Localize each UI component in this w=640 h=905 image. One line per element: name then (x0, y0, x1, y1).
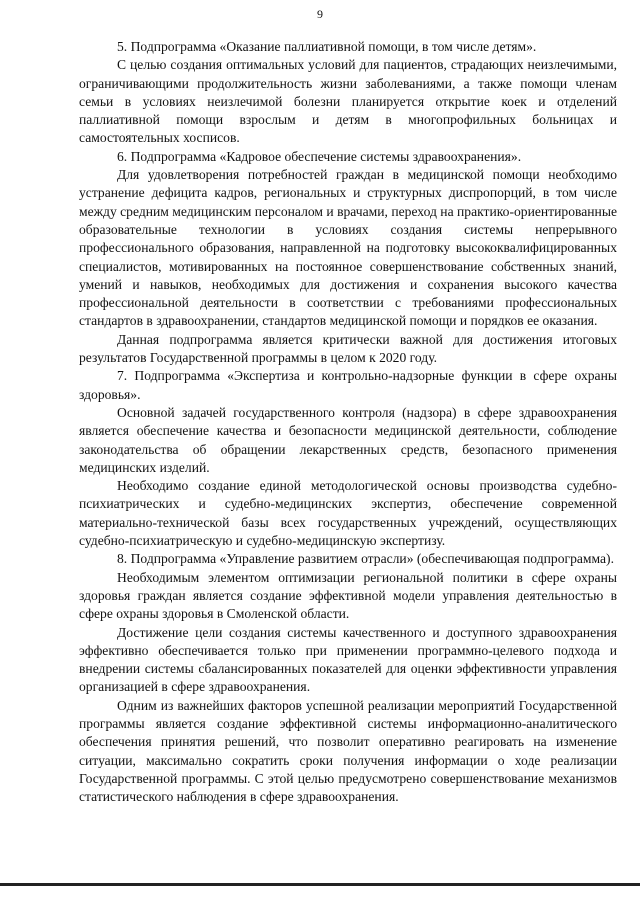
body-paragraph: Данная подпрограмма является критически важной для достижения итоговых результатов Государственной программы в целом к 2020 году. (79, 331, 617, 366)
body-paragraph: Основной задачей государственного контроля (надзора) в сфере здравоохранения является обеспечение качества и безопасности медицинской деятельности, соблюдение законодательства об обращении лекарственных средств, безопасного применения медицинских изделий. (79, 404, 617, 475)
bottom-rule (0, 883, 640, 886)
body-paragraph: Достижение цели создания системы качественного и доступного здравоохранения эффективно обеспечивается только при применении программно-целевого подхода и внедрении системы сбалансированных показателей для оценки эффективности управления организацией в сфере здравоохранения. (79, 624, 617, 695)
page-number: 9 (317, 7, 323, 21)
body-paragraph: Для удовлетворения потребностей граждан в медицинской помощи необходимо устранение дефицита кадров, региональных и структурных диспропорций, в том числе между средним медицинским персоналом и врачами, переход на практико-ориентированные образовательные технологии в условиях создания системы непрерывного профессионального образования, направленной на подготовку высококвалифицированных специалистов, мотивированных на постоянное совершенствование собственных знаний, умений и навыков, необходимых для достижения и сохранения высокого качества профессиональной деятельности в соответствии с требованиями профессиональных стандартов в здравоохранении, стандартов медицинской помощи и порядков ее оказания. (79, 167, 617, 329)
body-paragraph: Необходимым элементом оптимизации региональной политики в сфере охраны здоровья граждан является создание эффективной модели управления деятельностью в сфере охраны здоровья в Смоленской области. (79, 569, 617, 622)
body-paragraph: Одним из важнейших факторов успешной реализации мероприятий Государственной программы является создание эффективной системы информационно-аналитического обеспечения принятия решений, что позволит оперативно реагировать на изменение ситуации, максимально сократить сроки получения информации о ходе реализации Государственной программы. С этой целью предусмотрено совершенствование механизмов статистического наблюдения в сфере здравоохранения. (79, 697, 617, 805)
subprogram-7-heading: 7. Подпрограмма «Экспертиза и контрольно-надзорные функции в сфере охраны здоровья». (79, 368, 617, 402)
body-paragraph: Необходимо создание единой методологической основы производства судебно-психиатрических и судебно-медицинских экспертиз, обеспечение современной материально-технической базы всех государственных учреждений, осуществляющих судебно-психиатрическую и судебно-медицинскую экспертизу. (79, 478, 617, 549)
subprogram-6-heading: 6. Подпрограмма «Кадровое обеспечение системы здравоохранения». (117, 148, 522, 164)
body-paragraph: С целью создания оптимальных условий для пациентов, страдающих неизлечимыми, ограничивающими продолжительность жизни заболеваниями, а также помощи членам семьи в условиях неизлечимой болезни планируется открытие коек и отделений паллиативной помощи взрослым и детям в многопрофильных больницах и самостоятельных хосписов. (79, 57, 617, 146)
subprogram-8-heading: 8. Подпрограмма «Управление развитием отрасли» (обеспечивающая подпрограмма). (117, 551, 614, 567)
subprogram-5-heading: 5. Подпрограмма «Оказание паллиативной помощи, в том числе детям». (117, 39, 537, 54)
document-body (79, 38, 617, 806)
